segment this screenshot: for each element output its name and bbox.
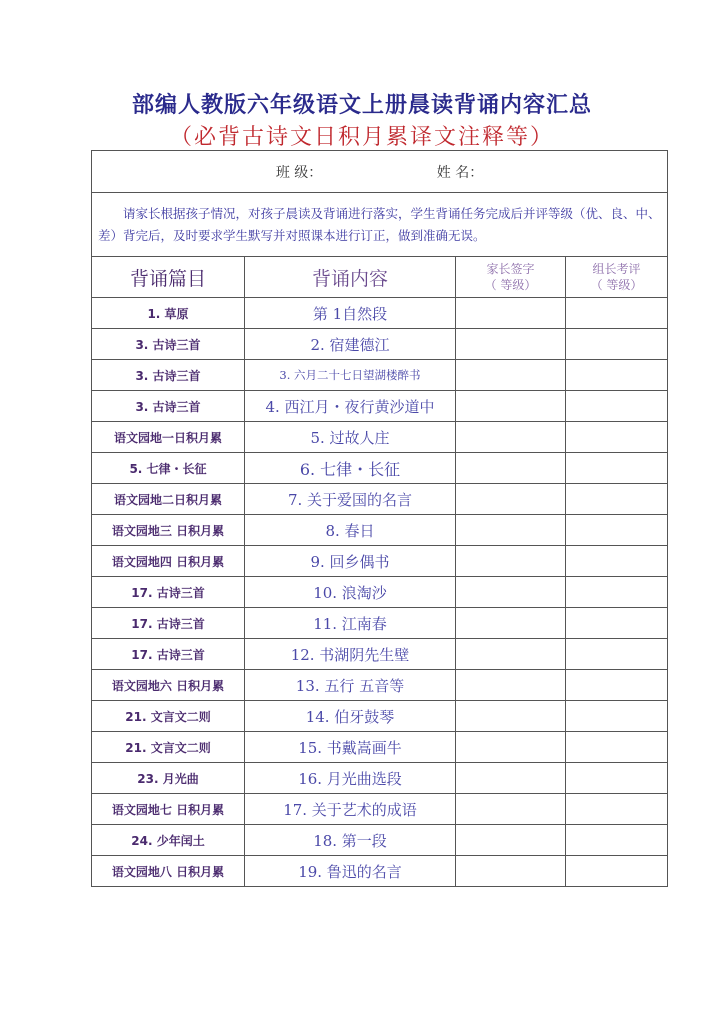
table-row — [92, 329, 668, 360]
leader-review-cell[interactable] — [566, 608, 668, 639]
table-header — [92, 257, 668, 298]
parent-sign-cell[interactable] — [456, 391, 566, 422]
content-cell: 第 1自然段 — [245, 298, 456, 329]
lesson-cell: 语文园地二日积月累 — [92, 484, 245, 515]
leader-review-cell[interactable] — [566, 422, 668, 453]
lesson-cell: 24. 少年闰土 — [92, 825, 245, 856]
header-parent-sign-line2: （ 等级） — [484, 278, 537, 292]
lesson-cell: 21. 文言文二则 — [92, 701, 245, 732]
lesson-cell: 17. 古诗三首 — [92, 639, 245, 670]
lesson-cell: 语文园地七 日积月累 — [92, 794, 245, 825]
leader-review-cell[interactable] — [566, 546, 668, 577]
content-cell: 8. 春日 — [245, 515, 456, 546]
content-cell: 7. 关于爱国的名言 — [245, 484, 456, 515]
leader-review-cell[interactable] — [566, 701, 668, 732]
lesson-cell: 1. 草原 — [92, 298, 245, 329]
content-cell: 12. 书湖阴先生壁 — [245, 639, 456, 670]
lesson-cell: 17. 古诗三首 — [92, 577, 245, 608]
leader-review-cell[interactable] — [566, 639, 668, 670]
lesson-cell: 语文园地八 日积月累 — [92, 856, 245, 887]
content-cell: 15. 书戴嵩画牛 — [245, 732, 456, 763]
leader-review-cell[interactable] — [566, 732, 668, 763]
header-lesson: 背诵篇目 — [92, 257, 245, 298]
leader-review-cell[interactable] — [566, 794, 668, 825]
parent-sign-cell[interactable] — [456, 856, 566, 887]
table-row — [92, 453, 668, 484]
lesson-cell: 语文园地六 日积月累 — [92, 670, 245, 701]
header-leader-review-line2: （ 等级） — [590, 278, 643, 292]
parent-sign-cell[interactable] — [456, 546, 566, 577]
header-parent-sign-line1: 家长签字 — [486, 262, 535, 276]
recitation-table — [91, 150, 668, 887]
parent-sign-cell[interactable] — [456, 794, 566, 825]
parent-sign-cell[interactable] — [456, 484, 566, 515]
parent-sign-cell[interactable] — [456, 608, 566, 639]
lesson-cell: 语文园地三 日积月累 — [92, 515, 245, 546]
table-row — [92, 732, 668, 763]
lesson-cell: 17. 古诗三首 — [92, 608, 245, 639]
header-parent-sign — [456, 257, 566, 298]
parent-sign-cell[interactable] — [456, 732, 566, 763]
header-content: 背诵内容 — [245, 257, 456, 298]
leader-review-cell[interactable] — [566, 298, 668, 329]
class-name-row — [92, 151, 668, 193]
leader-review-cell[interactable] — [566, 329, 668, 360]
page-title: 部编人教版六年级语文上册晨读背诵内容汇总 — [131, 93, 592, 118]
content-cell: 9. 回乡偶书 — [245, 546, 456, 577]
leader-review-cell[interactable] — [566, 360, 668, 391]
parent-sign-cell[interactable] — [456, 577, 566, 608]
table-row — [92, 763, 668, 794]
leader-review-cell[interactable] — [566, 763, 668, 794]
content-cell: 4. 西江月・夜行黄沙道中 — [245, 391, 456, 422]
content-cell: 17. 关于艺术的成语 — [245, 794, 456, 825]
leader-review-cell[interactable] — [566, 391, 668, 422]
parent-sign-cell[interactable] — [456, 329, 566, 360]
content-cell: 13. 五行 五音等 — [245, 670, 456, 701]
parent-sign-cell[interactable] — [456, 515, 566, 546]
table-row — [92, 639, 668, 670]
leader-review-cell[interactable] — [566, 577, 668, 608]
content-cell: 19. 鲁迅的名言 — [245, 856, 456, 887]
parent-sign-cell[interactable] — [456, 422, 566, 453]
content-cell: 18. 第一段 — [245, 825, 456, 856]
leader-review-cell[interactable] — [566, 670, 668, 701]
table-row — [92, 794, 668, 825]
table-row — [92, 670, 668, 701]
leader-review-cell[interactable] — [566, 484, 668, 515]
lesson-cell: 5. 七律・长征 — [92, 453, 245, 484]
content-cell: 10. 浪淘沙 — [245, 577, 456, 608]
content-cell: 3. 六月二十七日望湖楼醉书 — [245, 360, 456, 391]
instruction-text: 请家长根据孩子情况，对孩子晨读及背诵进行落实，学生背诵任务完成后并评等级（优、良、中、差）背完后，及时要求学生默写并对照课本进行订正，做到准确无误。 — [92, 193, 668, 257]
parent-sign-cell[interactable] — [456, 825, 566, 856]
table-row — [92, 546, 668, 577]
content-cell: 11. 江南春 — [245, 608, 456, 639]
table-row — [92, 701, 668, 732]
header-leader-review-line1: 组长考评 — [592, 262, 641, 276]
parent-sign-cell[interactable] — [456, 763, 566, 794]
instruction-row — [92, 193, 668, 257]
table-row — [92, 825, 668, 856]
parent-sign-cell[interactable] — [456, 453, 566, 484]
parent-sign-cell[interactable] — [456, 360, 566, 391]
table-row — [92, 484, 668, 515]
parent-sign-cell[interactable] — [456, 701, 566, 732]
table-row — [92, 856, 668, 887]
table-row — [92, 422, 668, 453]
table-row — [92, 360, 668, 391]
lesson-cell: 语文园地一日积月累 — [92, 422, 245, 453]
leader-review-cell[interactable] — [566, 453, 668, 484]
table-row — [92, 577, 668, 608]
parent-sign-cell[interactable] — [456, 298, 566, 329]
parent-sign-cell[interactable] — [456, 639, 566, 670]
content-cell: 2. 宿建德江 — [245, 329, 456, 360]
table-row — [92, 391, 668, 422]
leader-review-cell[interactable] — [566, 515, 668, 546]
name-label: 姓 名： — [436, 164, 484, 181]
leader-review-cell[interactable] — [566, 856, 668, 887]
lesson-cell: 3. 古诗三首 — [92, 329, 245, 360]
content-cell: 5. 过故人庄 — [245, 422, 456, 453]
content-cell: 16. 月光曲选段 — [245, 763, 456, 794]
lesson-cell: 3. 古诗三首 — [92, 360, 245, 391]
page-subtitle: （必背古诗文日积月累译文注释等） — [169, 125, 554, 150]
lesson-cell: 23. 月光曲 — [92, 763, 245, 794]
lesson-cell: 语文园地四 日积月累 — [92, 546, 245, 577]
table-row — [92, 608, 668, 639]
table-row — [92, 515, 668, 546]
table-row — [92, 298, 668, 329]
leader-review-cell[interactable] — [566, 825, 668, 856]
lesson-cell: 21. 文言文二则 — [92, 732, 245, 763]
content-cell: 6. 七律・长征 — [245, 453, 456, 484]
parent-sign-cell[interactable] — [456, 670, 566, 701]
class-label: 班 级： — [275, 164, 323, 181]
lesson-cell: 3. 古诗三首 — [92, 391, 245, 422]
content-cell: 14. 伯牙鼓琴 — [245, 701, 456, 732]
header-leader-review — [566, 257, 668, 298]
